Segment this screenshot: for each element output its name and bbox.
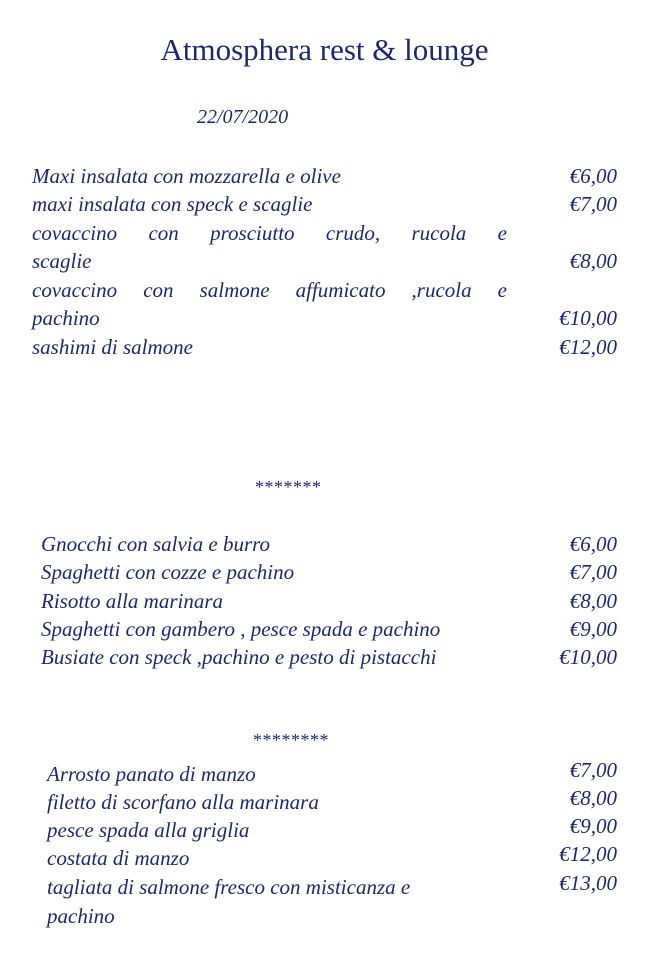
item-name: costata di manzo — [47, 846, 190, 870]
item-price: €8,00 — [569, 589, 617, 613]
menu-item — [47, 786, 617, 814]
word: affumicato — [295, 278, 386, 302]
item-name: Risotto alla marinara — [41, 589, 224, 613]
menu-item — [32, 276, 617, 333]
item-name: Maxi insalata con mozzarella e olive — [32, 164, 341, 188]
item-name: filetto di scorfano alla marinara — [47, 790, 319, 814]
item-name: maxi insalata con speck e scaglie — [32, 192, 313, 216]
word: con — [148, 221, 179, 245]
item-name: Arrosto panato di manzo — [47, 762, 256, 786]
word: e — [497, 221, 507, 245]
item-name-line1 — [32, 219, 507, 248]
item-name: Busiate con speck ,pachino e pesto di pistacchi — [41, 645, 437, 669]
section-separator: ******* — [255, 477, 322, 497]
menu-item — [41, 558, 617, 586]
menu-item — [41, 530, 617, 558]
item-price: €7,00 — [569, 560, 617, 584]
menu-item — [32, 219, 617, 276]
menu-item — [47, 814, 617, 842]
item-price: €10,00 — [559, 645, 617, 669]
item-price: €13,00 — [559, 871, 617, 895]
menu-date: 22/07/2020 — [197, 106, 289, 128]
word: covaccino — [32, 221, 118, 245]
item-price: €8,00 — [569, 249, 617, 273]
item-name-line2: scaglie — [32, 249, 92, 273]
item-name-line2: pachino — [47, 904, 115, 928]
menu-item — [41, 615, 617, 643]
item-price: €7,00 — [569, 192, 617, 216]
menu-item — [41, 643, 617, 671]
word: e — [497, 278, 507, 302]
item-price: €12,00 — [559, 335, 617, 359]
menu-item — [32, 190, 617, 218]
menu-item — [32, 162, 617, 190]
word: prosciutto — [210, 221, 295, 245]
item-price: €7,00 — [569, 758, 617, 782]
word: covaccino — [32, 278, 118, 302]
menu-item — [47, 758, 617, 786]
item-name: Spaghetti con cozze e pachino — [41, 560, 295, 584]
item-name-line2: pachino — [32, 306, 100, 330]
item-price: €6,00 — [569, 532, 617, 556]
item-name-line1 — [32, 276, 507, 305]
restaurant-title: Atmosphera rest & lounge — [160, 32, 489, 67]
menu-item — [47, 871, 617, 929]
item-name: tagliata di salmone fresco con misticanza e — [47, 875, 411, 899]
item-price: €9,00 — [569, 814, 617, 838]
word: con — [143, 278, 174, 302]
word: crudo, — [325, 221, 381, 245]
item-name: sashimi di salmone — [32, 335, 194, 359]
word: ,rucola — [411, 278, 472, 302]
item-price: €8,00 — [569, 786, 617, 810]
item-price: €6,00 — [569, 164, 617, 188]
item-name: Spaghetti con gambero , pesce spada e pachino — [41, 617, 441, 641]
item-name: Gnocchi con salvia e burro — [41, 532, 271, 556]
section-separator: ******** — [253, 730, 329, 750]
item-name: pesce spada alla griglia — [47, 818, 250, 842]
menu-item — [32, 333, 617, 361]
word: rucola — [411, 221, 467, 245]
menu-item — [41, 587, 617, 615]
item-price: €10,00 — [559, 306, 617, 330]
item-price: €9,00 — [569, 617, 617, 641]
word: salmone — [199, 278, 270, 302]
menu-item — [47, 842, 617, 870]
item-price: €12,00 — [559, 842, 617, 866]
